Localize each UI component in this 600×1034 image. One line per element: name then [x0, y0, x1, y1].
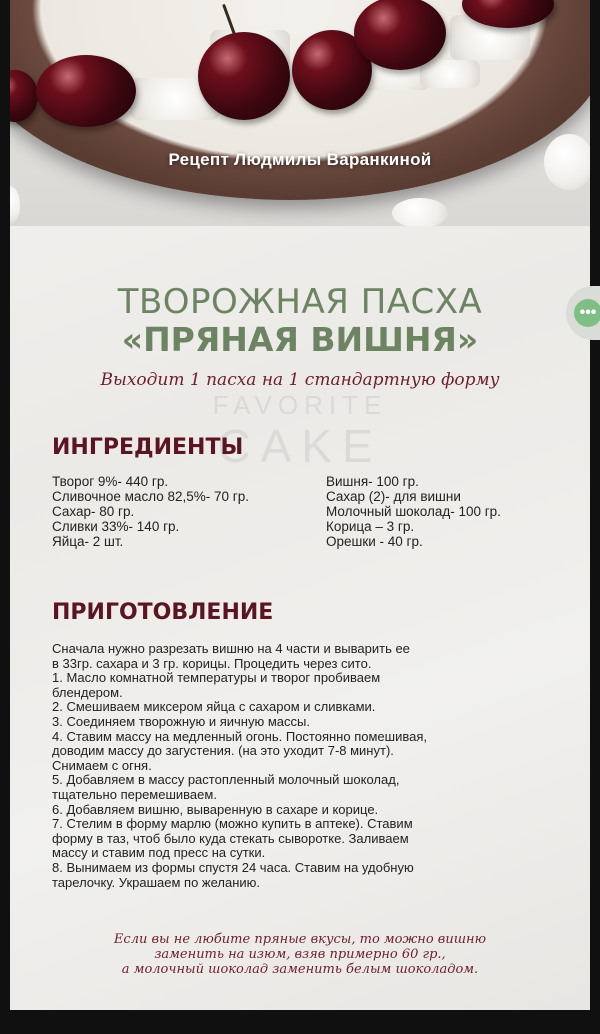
ingredients-heading: ИНГРЕДИЕНТЫ	[52, 435, 244, 460]
ingredients-list-right	[326, 474, 501, 549]
egg-image	[10, 186, 20, 224]
recipe-title-line1: ТВОРОЖНАЯ ПАСХА	[117, 282, 483, 322]
cherry-image	[198, 32, 290, 120]
ingredient-item: Сахар- 80 гр.	[52, 504, 135, 519]
ingredient-item: Сливочное масло 82,5%- 70 гр.	[52, 489, 249, 504]
watermark-line1: FAVORITE	[212, 390, 388, 420]
ingredient-item: Молочный шоколад- 100 гр.	[326, 504, 501, 519]
recipe-title-line2: «ПРЯНАЯ ВИШНЯ»	[121, 320, 479, 359]
cottage-cheese-crumb	[420, 60, 480, 88]
ingredient-item: Орешки - 40 гр.	[326, 534, 423, 549]
preparation-steps	[52, 642, 552, 890]
preparation-step: 5. Добавляем в массу растопленный молочный шоколад, тщательно перемешиваем.	[52, 772, 400, 802]
recipe-subtitle: Выходит 1 пасха на 1 стандартную форму	[100, 370, 500, 390]
ingredient-item: Сахар (2)- для вишни	[326, 489, 461, 504]
preparation-step: 3. Соединяем творожную и яичную массы.	[52, 713, 310, 729]
ingredient-item: Творог 9%- 440 гр.	[52, 474, 169, 489]
preparation-step: 1. Масло комнатной температуры и творог пробиваем блендером.	[52, 670, 381, 700]
preparation-step: 8. Вынимаем из формы спустя 24 часа. Ставим на удобную тарелочку. Украшаем по желанию.	[52, 859, 414, 890]
ingredient-item: Яйца- 2 шт.	[52, 534, 124, 549]
preparation-step: 7. Стелим в форму марлю (можно купить в аптеке). Ставим форму в таз, чтоб было куда стекать сыворотке. Заливаем массу и ставим под пресс на сутки.	[52, 816, 413, 861]
preparation-step: 4. Ставим массу на медленный огонь. Постоянно помешивая, доводим массу до загустения. (на это уходит 7-8 минут). Снимаем с огня.	[52, 728, 427, 773]
preparation-heading: ПРИГОТОВЛЕНИЕ	[52, 600, 274, 625]
ingredient-item: Вишня- 100 гр.	[326, 474, 419, 489]
watermark-logo	[10, 390, 590, 473]
preparation-step: Сначала нужно разрезать вишню на 4 части и выварить ее в 33гр. сахара и 3 гр. корицы. Процедить через сито.	[52, 641, 410, 671]
hero-photo	[10, 0, 590, 226]
ingredients-list-left	[52, 474, 249, 549]
chat-bubble-icon: •••	[574, 299, 600, 327]
cherry-image	[36, 55, 136, 127]
ingredient-item: Корица – 3 гр.	[326, 519, 415, 534]
author-caption: Рецепт Людмилы Варанкиной	[168, 150, 432, 169]
substitution-note: Если вы не любите пряные вкусы, то можно вишню заменить на изюм, взяв примерно 60 гр., а молочный шоколад заменить белым шоколадом.	[113, 932, 487, 977]
recipe-card	[10, 0, 590, 1010]
egg-image	[392, 198, 448, 226]
preparation-step: 2. Смешиваем миксером яйца с сахаром и сливками.	[52, 699, 376, 715]
ingredient-item: Сливки 33%- 140 гр.	[52, 519, 180, 534]
preparation-step: 6. Добавляем вишню, вываренную в сахаре и корице.	[52, 801, 379, 817]
watermark-line2: CAKE	[217, 420, 383, 472]
